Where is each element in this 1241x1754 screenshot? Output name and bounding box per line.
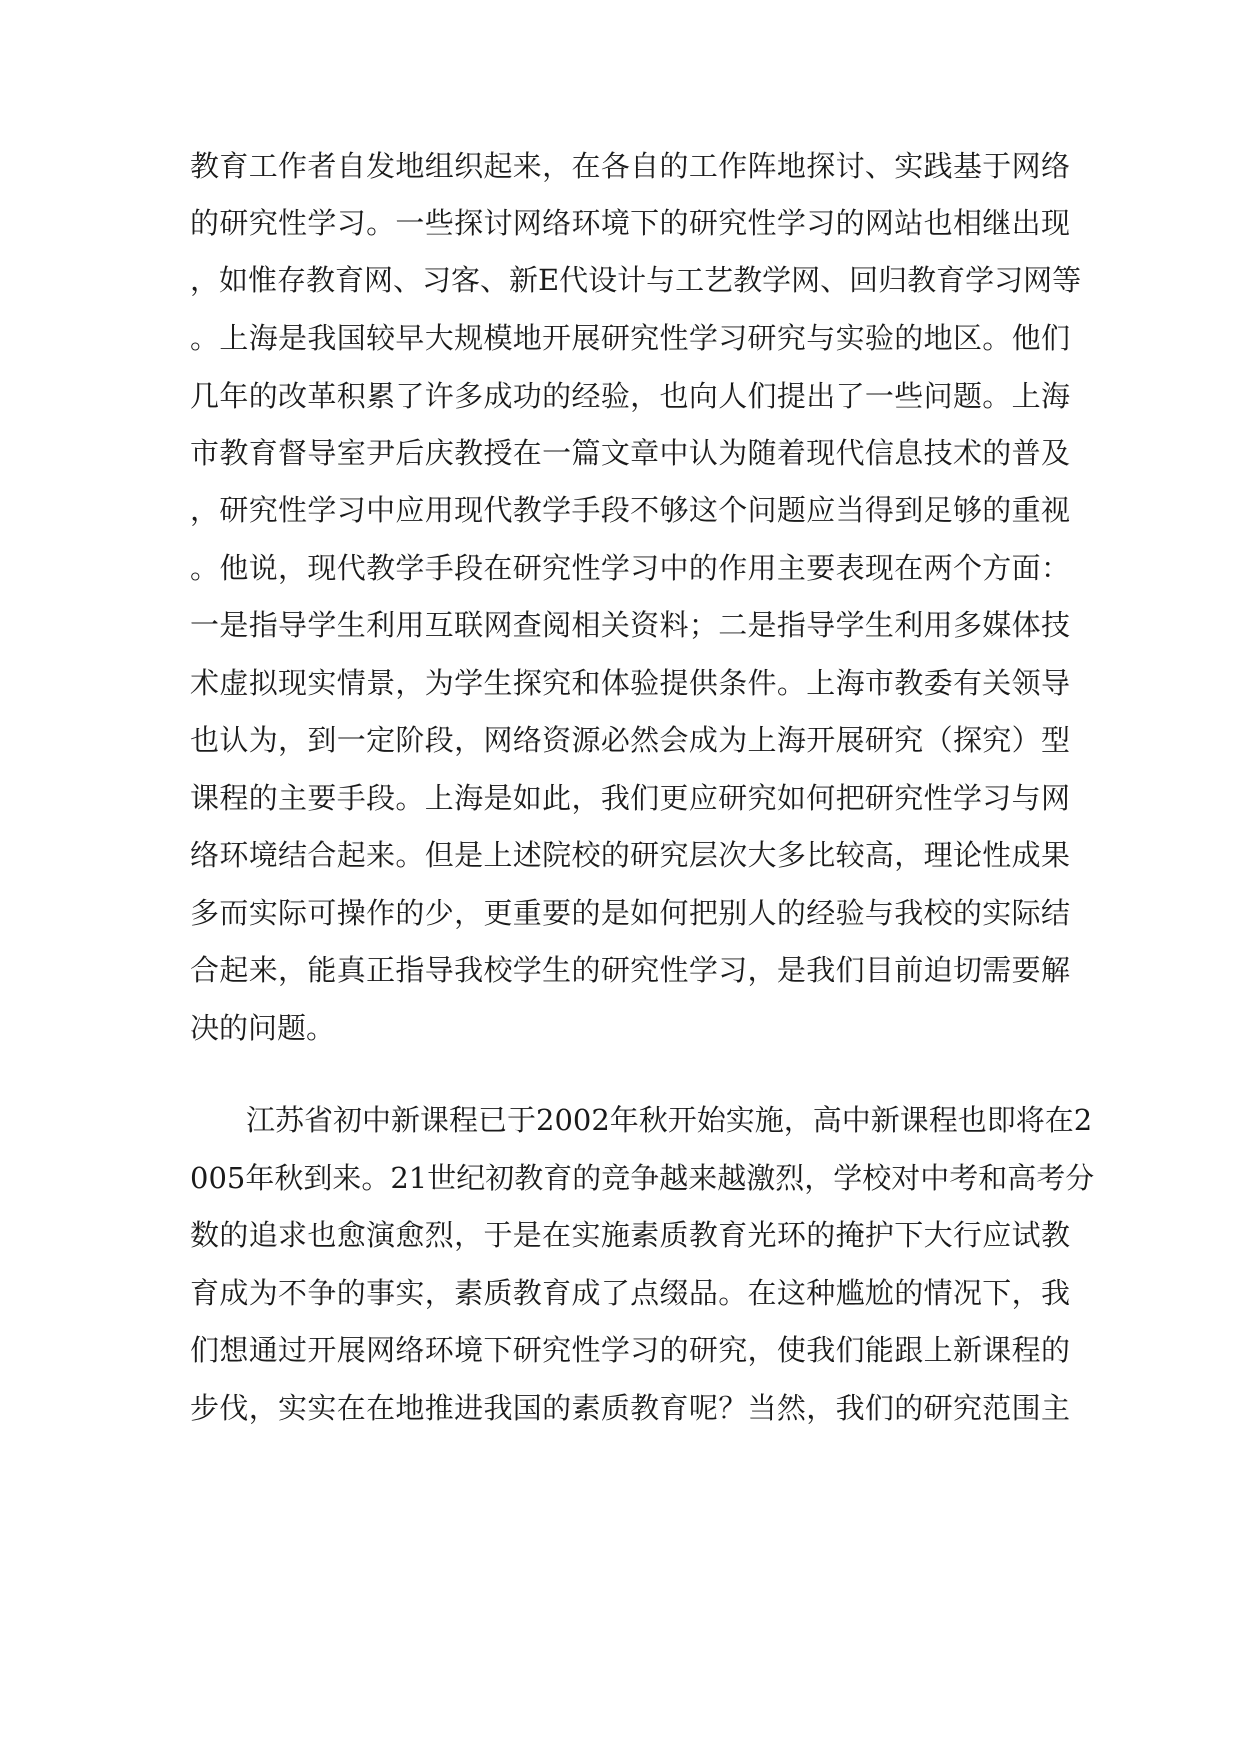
paragraph-line: ，如惟存教育网、习客、新E代设计与工艺教学网、回归教育学习网等 <box>190 263 1082 297</box>
paragraph-line: 也认为，到一定阶段，网络资源必然会成为上海开展研究（探究）型 <box>190 723 1070 757</box>
paragraph-line: 。他说，现代教学手段在研究性学习中的作用主要表现在两个方面： <box>190 551 1070 585</box>
paragraph-line: 决的问题。 <box>190 1011 336 1045</box>
paragraph-line: 005年秋到来。21世纪初教育的竞争越来越激烈，学校对中考和高考分 <box>190 1161 1095 1195</box>
paragraph-line: 教育工作者自发地组织起来，在各自的工作阵地探讨、实践基于网络 <box>190 149 1070 183</box>
paragraph-line: 市教育督导室尹后庆教授在一篇文章中认为随着现代信息技术的普及 <box>190 436 1070 470</box>
paragraph-line: 们想通过开展网络环境下研究性学习的研究，使我们能跟上新课程的 <box>190 1333 1070 1367</box>
paragraph-line: 络环境结合起来。但是上述院校的研究层次大多比较高，理论性成果 <box>190 838 1070 872</box>
paragraph-line: 育成为不争的事实，素质教育成了点缀品。在这种尴尬的情况下，我 <box>190 1276 1070 1310</box>
paragraph-line: 课程的主要手段。上海是如此，我们更应研究如何把研究性学习与网 <box>190 781 1070 815</box>
paragraph-line: 数的追求也愈演愈烈，于是在实施素质教育光环的掩护下大行应试教 <box>190 1218 1070 1252</box>
paragraph-line: 。上海是我国较早大规模地开展研究性学习研究与实验的地区。他们 <box>190 321 1070 355</box>
paragraph-line: 术虚拟现实情景，为学生探究和体验提供条件。上海市教委有关领导 <box>190 666 1070 700</box>
paragraph-line: 的研究性学习。一些探讨网络环境下的研究性学习的网站也相继出现 <box>190 206 1070 240</box>
paragraph-line: ，研究性学习中应用现代教学手段不够这个问题应当得到足够的重视 <box>190 493 1070 527</box>
paragraph-line: 江苏省初中新课程已于2002年秋开始实施，高中新课程也即将在2 <box>246 1103 1093 1137</box>
paragraph-line: 多而实际可操作的少，更重要的是如何把别人的经验与我校的实际结 <box>190 896 1070 930</box>
paragraph-line: 步伐，实实在在地推进我国的素质教育呢？当然，我们的研究范围主 <box>190 1391 1070 1425</box>
paragraph-line: 一是指导学生利用互联网查阅相关资料；二是指导学生利用多媒体技 <box>190 608 1070 642</box>
paragraph-line: 几年的改革积累了许多成功的经验，也向人们提出了一些问题。上海 <box>190 379 1070 413</box>
paragraph-line: 合起来，能真正指导我校学生的研究性学习，是我们目前迫切需要解 <box>190 953 1070 987</box>
